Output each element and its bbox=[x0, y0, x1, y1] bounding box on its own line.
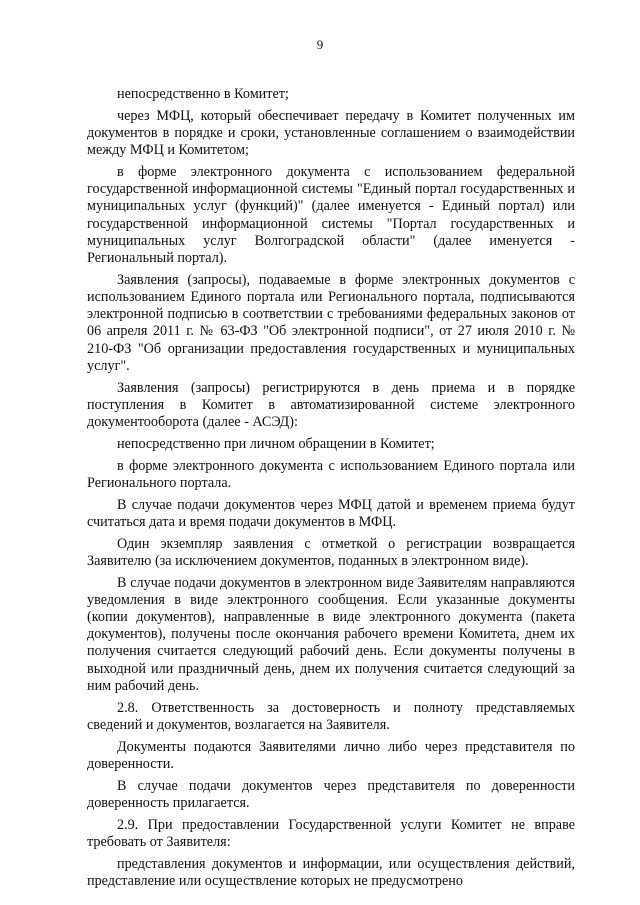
page-number: 9 bbox=[316, 37, 324, 52]
paragraph-15: представления документов и информации, или осуществления действий, представление или осуществление которых не предусмотрено bbox=[87, 855, 575, 889]
paragraph-14: 2.9. При предоставлении Государственной услуги Комитет не вправе требовать от Заявителя: bbox=[87, 816, 575, 850]
paragraph-2: через МФЦ, который обеспечивает передачу в Комитет полученных им документов в порядке и сроки, установленные соглашением о взаимодействии между МФЦ и Комитетом; bbox=[87, 107, 575, 159]
paragraph-10: В случае подачи документов в электронном виде Заявителям направляются уведомления в виде электронного сообщения. Если указанные документы (копии документов), направленные в виде электронного документа (пакета документов), получены после окончания рабочего времени Комитета, днем их получения считается следующий рабочий день. Если документы получены в выходной или праздничный день, днем их получения считается следующий за ним рабочий день. bbox=[87, 574, 575, 694]
paragraph-4: Заявления (запросы), подаваемые в форме электронных документов с использованием Единого портала или Регионального портала, подписываются электронной подписью в соответствии с требованиями федеральных законов от 06 апреля 2011 г. № 63-ФЗ "Об электронной подписи", от 27 июля 2010 г. № 210-ФЗ "Об организации предоставления государственных и муниципальных услуг". bbox=[87, 271, 575, 374]
paragraph-13: В случае подачи документов через представителя по доверенности доверенность прилагается. bbox=[87, 777, 575, 811]
paragraph-9: Один экземпляр заявления с отметкой о регистрации возвращается Заявителю (за исключением документов, поданных в электронном виде). bbox=[87, 535, 575, 569]
document-body bbox=[87, 86, 575, 895]
paragraph-12: Документы подаются Заявителями лично либо через представителя по доверенности. bbox=[87, 738, 575, 772]
paragraph-7: в форме электронного документа с использованием Единого портала или Регионального портала. bbox=[87, 457, 575, 491]
paragraph-5: Заявления (запросы) регистрируются в день приема и в порядке поступления в Комитет в автоматизированной системе электронного документооборота (далее - АСЭД): bbox=[87, 379, 575, 431]
paragraph-1: непосредственно в Комитет; bbox=[117, 86, 289, 102]
paragraph-8: В случае подачи документов через МФЦ датой и временем приема будут считаться дата и время подачи документов в МФЦ. bbox=[87, 496, 575, 530]
paragraph-11: 2.8. Ответственность за достоверность и полноту представляемых сведений и документов, возлагается на Заявителя. bbox=[87, 699, 575, 733]
paragraph-6: непосредственно при личном обращении в Комитет; bbox=[117, 435, 435, 452]
paragraph-3: в форме электронного документа с использованием федеральной государственной информационной системы "Единый портал государственных и муниципальных услуг (функций)" (далее именуется - Единый портал) или государственной информационной системы "Портал государственных и муниципальных услуг Волгоградской области" (далее именуется - Региональный портал). bbox=[87, 164, 575, 267]
